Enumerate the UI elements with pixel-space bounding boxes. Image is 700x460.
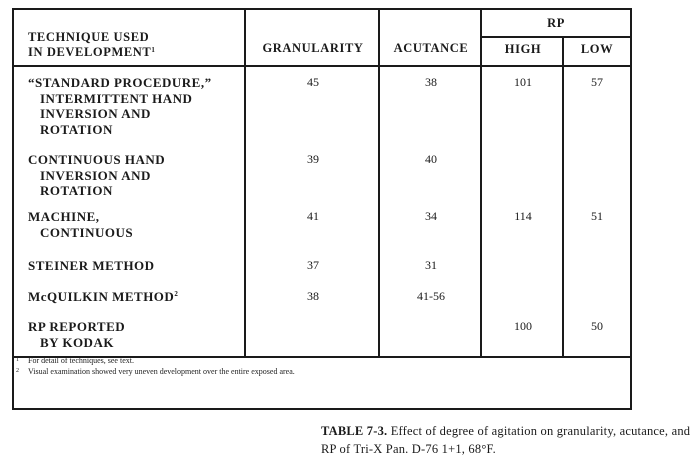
table-footnotes xyxy=(14,356,604,377)
rp-low-value: 57 xyxy=(591,75,603,89)
granularity-value: 38 xyxy=(307,289,319,303)
technique-header: TECHNIQUE USED IN DEVELOPMENT$^1$ xyxy=(28,30,156,59)
acutance-value: 38 xyxy=(425,75,437,89)
acutance-value: 31 xyxy=(425,258,437,272)
granularity-value: 45 xyxy=(307,75,319,89)
column-divider xyxy=(480,10,482,356)
acutance-value: 34 xyxy=(425,209,437,223)
technique-label: MACHINE, CONTINUOUS xyxy=(28,209,134,240)
acutance-value: 41-56 xyxy=(417,289,445,303)
table-caption xyxy=(321,422,691,458)
column-divider xyxy=(378,10,380,356)
granularity-value: 41 xyxy=(307,209,319,223)
caption-text: Effect of degree of agitation on granularity, acutance, and RP of Tri-X Pan. D-76 1+1, 68°F. xyxy=(321,424,691,456)
rp-header: RP xyxy=(547,16,565,30)
technique-label: CONTINUOUS HAND INVERSION AND ROTATION xyxy=(28,152,166,198)
granularity-header: GRANULARITY xyxy=(262,41,364,55)
rp-low-value: 50 xyxy=(591,319,603,333)
footnote: 2 Visual examination showed very uneven development over the entire exposed area. xyxy=(16,366,295,376)
rp-high-value: 114 xyxy=(514,209,532,223)
granularity-value: 37 xyxy=(307,258,319,272)
acutance-value: 40 xyxy=(425,152,437,166)
technique-label: McQUILKIN METHOD$^2$ xyxy=(28,289,179,304)
rp-high-value: 101 xyxy=(514,75,532,89)
header-rule xyxy=(14,65,630,67)
technique-label: “STANDARD PROCEDURE,” INTERMITTENT HAND INVERSION AND ROTATION xyxy=(28,75,212,137)
rp-low-value: 51 xyxy=(591,209,603,223)
technique-label: STEINER METHOD xyxy=(28,258,155,273)
caption-label: TABLE 7-3. xyxy=(321,424,388,438)
rp-high-header: HIGH xyxy=(504,42,542,56)
rp-subheader-rule xyxy=(480,36,630,38)
data-table xyxy=(12,8,632,410)
rp-low-header: LOW xyxy=(580,42,614,56)
technique-label: RP REPORTED BY KODAK xyxy=(28,319,126,350)
rp-high-value: 100 xyxy=(514,319,532,333)
footnote: 1 For detail of techniques, see text. xyxy=(16,356,134,365)
acutance-header: ACUTANCE xyxy=(393,41,469,55)
granularity-value: 39 xyxy=(307,152,319,166)
